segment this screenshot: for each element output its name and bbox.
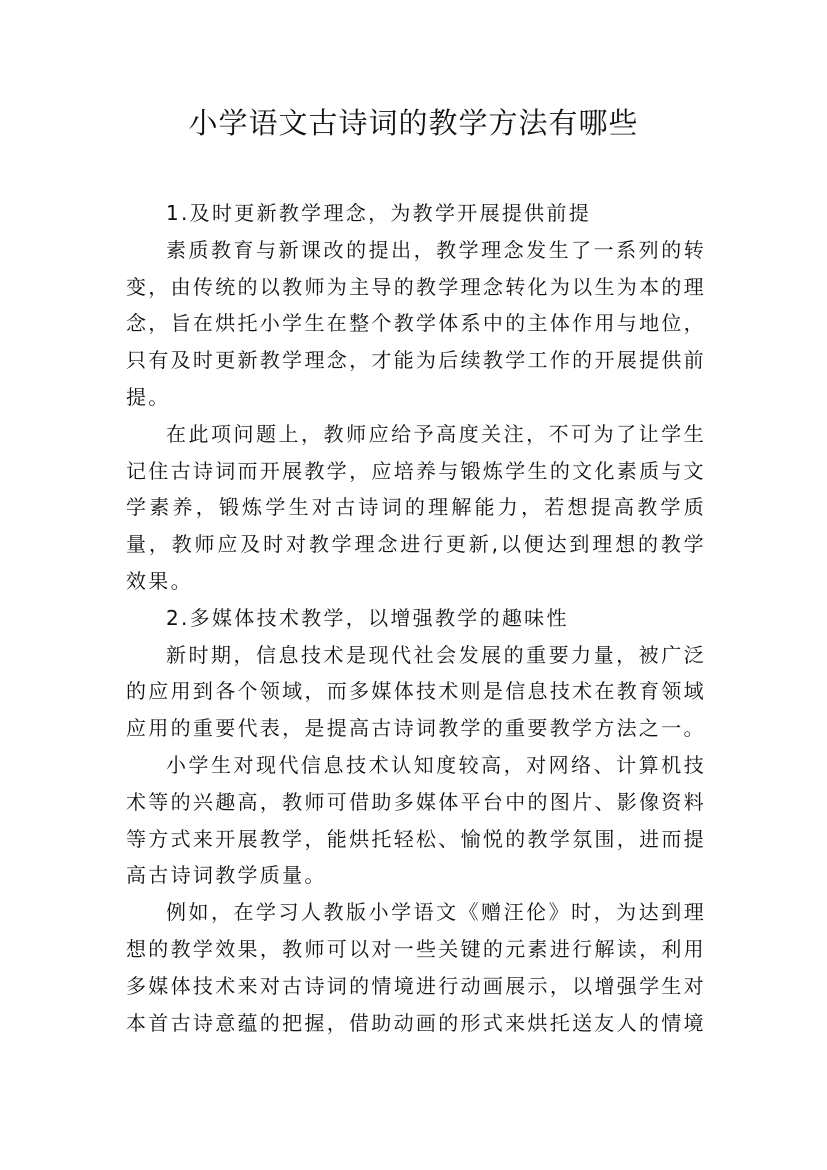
document-body — [126, 195, 706, 1041]
section-heading-1: 1.及时更新教学理念，为教学开展提供前提 — [166, 201, 592, 225]
paragraph: 素质教育与新课改的提出，教学理念发生了一系列的转变，由传统的以教师为主导的教学理念转化为以生为本的理念，旨在烘托小学生在整个教学体系中的主体作用与地位，只有及时更新教学理念，才能为后续教学工作的开展提供前提。 — [126, 237, 706, 409]
section-heading-2: 2.多媒体技术教学，以增强教学的趣味性 — [166, 605, 569, 630]
paragraph: 新时期，信息技术是现代社会发展的重要力量，被广泛的应用到各个领域，而多媒体技术则是信息技术在教育领域应用的重要代表，是提高古诗词教学的重要教学方法之一。 — [126, 642, 706, 741]
paragraph: 小学生对现代信息技术认知度较高，对网络、计算机技术等的兴趣高，教师可借助多媒体平台中的图片、影像资料等方式来开展教学，能烘托轻松、愉悦的教学氛围，进而提高古诗词教学质量。 — [126, 752, 706, 888]
paragraph: 例如，在学习人教版小学语文《赠汪伦》时，为达到理想的教学效果，教师可以对一些关键的元素进行解读，利用多媒体技术来对古诗词的情境进行动画展示，以增强学生对本首古诗意蕴的把握，借助动画的形式来烘托送友人的情境 — [126, 900, 706, 1035]
paragraph: 在此项问题上，教师应给予高度关注，不可为了让学生记住古诗词而开展教学，应培养与锻炼学生的文化素质与文学素养，锻炼学生对古诗词的理解能力，若想提高教学质量，教师应及时对教学理念进行更新,以便达到理想的教学效果。 — [126, 421, 706, 593]
document-title: 小学语文古诗词的教学方法有哪些 — [188, 106, 639, 140]
